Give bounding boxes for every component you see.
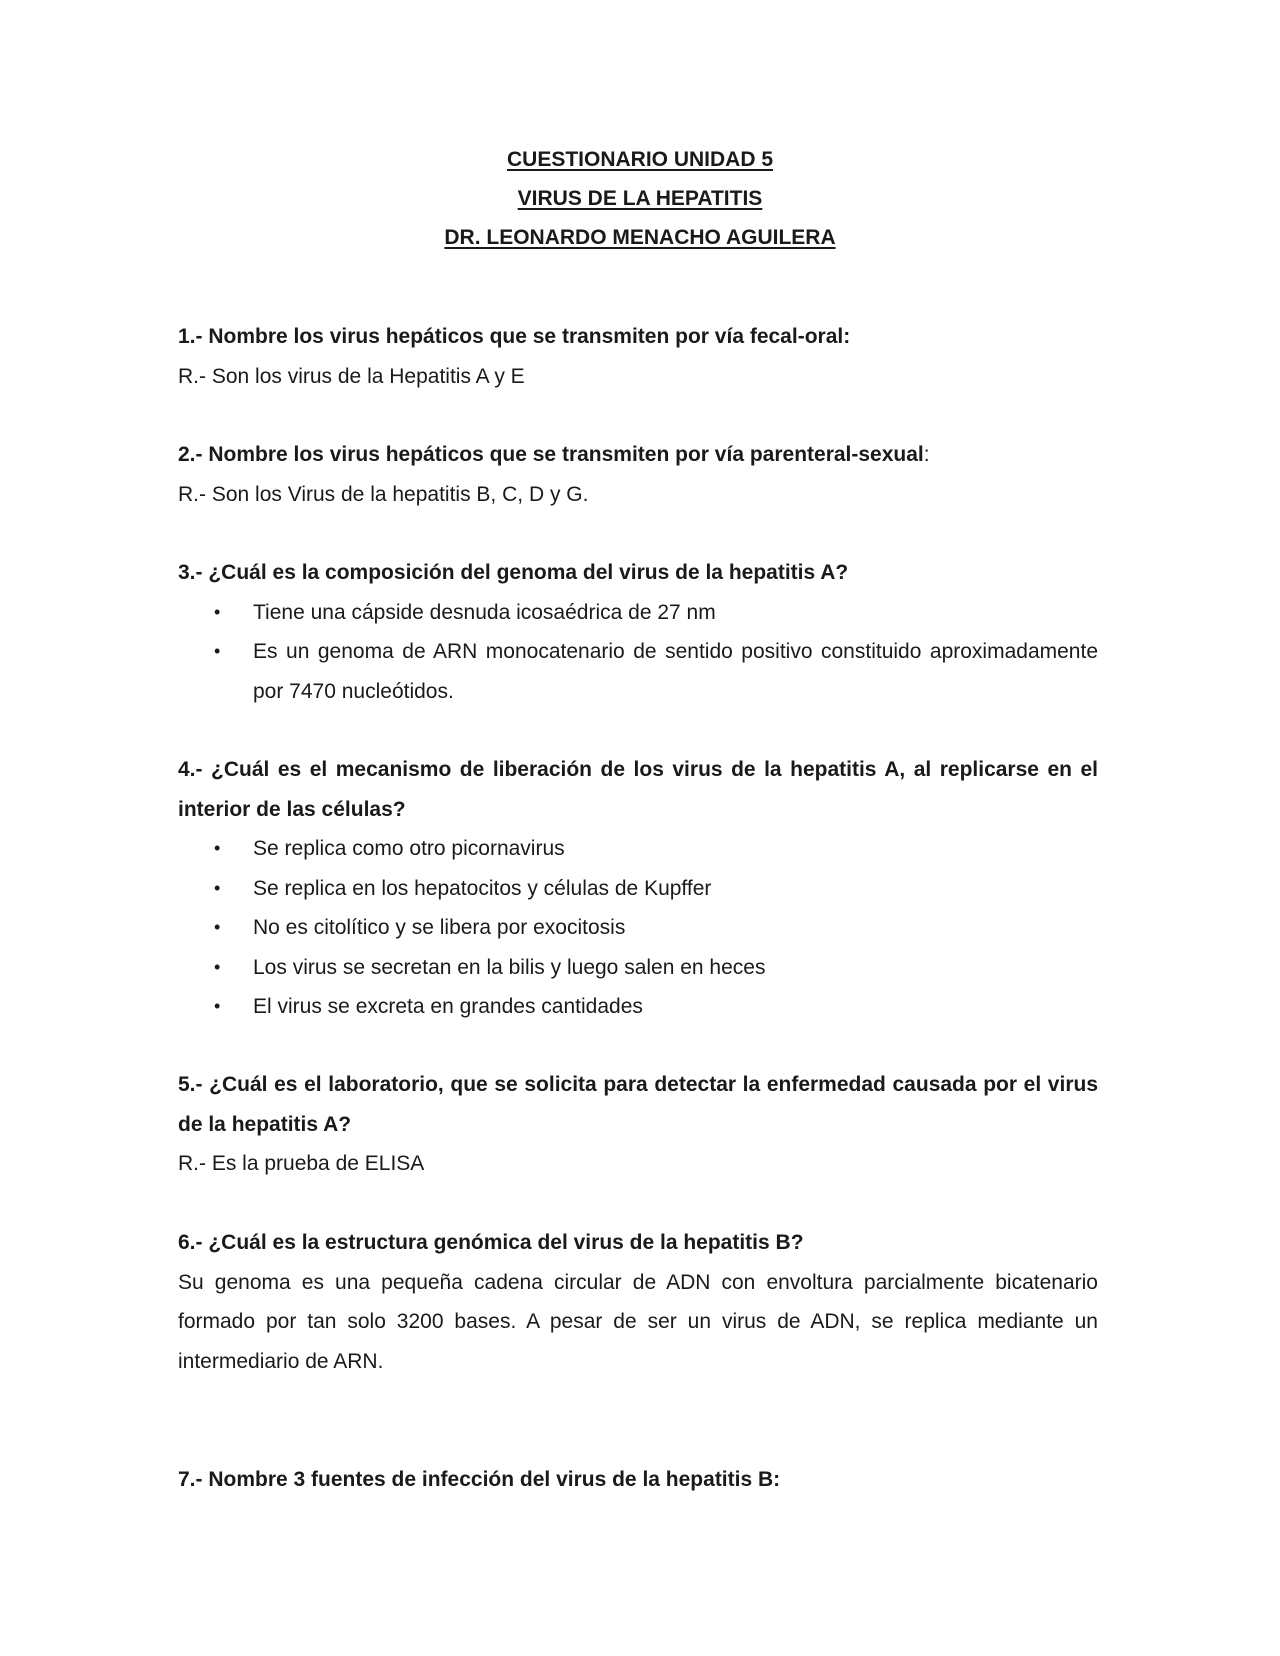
question-7-text: 7.- Nombre 3 fuentes de infección del virus de la hepatitis B:	[178, 1468, 781, 1491]
question-3-list	[178, 593, 1098, 712]
question-2	[178, 435, 1098, 514]
list-item	[178, 869, 1098, 909]
question-1	[178, 317, 1098, 396]
question-4-text: 4.- ¿Cuál es el mecanismo de liberación de los virus de la hepatitis A, al replicarse en el interior de las células?	[178, 758, 1098, 821]
question-2-label: 2.- Nombre los virus hepáticos que se transmiten por vía parenteral-sexual	[178, 443, 924, 466]
list-item-text: Es un genoma de ARN monocatenario de sentido positivo constituido aproximadamente por 7470 nucleótidos.	[253, 640, 1098, 703]
title-author: DR. LEONARDO MENACHO AGUILERA	[444, 226, 836, 249]
list-item-text: No es citolítico y se libera por exocitosis	[253, 916, 626, 939]
title-topic: VIRUS DE LA HEPATITIS	[517, 187, 763, 210]
question-1-text: 1.- Nombre los virus hepáticos que se transmiten por vía fecal-oral:	[178, 325, 851, 348]
list-item-text: Se replica en los hepatocitos y células de Kupffer	[253, 876, 712, 900]
list-item	[178, 908, 1098, 948]
question-1-answer: R.- Son los virus de la Hepatitis A y E	[178, 364, 525, 388]
list-item-text: Los virus se secretan en la bilis y luego salen en heces	[253, 955, 766, 979]
list-item	[178, 632, 1098, 711]
question-4-list	[178, 829, 1098, 1027]
list-item-text: El virus se excreta en grandes cantidades	[253, 995, 643, 1018]
bullet-icon: •	[214, 838, 221, 858]
question-3	[178, 553, 1098, 711]
bullet-icon: •	[214, 917, 221, 937]
list-item-text: Se replica como otro picornavirus	[253, 837, 565, 860]
list-item-text: Tiene una cápside desnuda icosaédrica de 27 nm	[253, 600, 716, 624]
question-5-text: 5.- ¿Cuál es el laboratorio, que se solicita para detectar la enfermedad causada por el virus de la hepatitis A?	[178, 1073, 1098, 1136]
question-2-text	[178, 435, 1098, 475]
list-item	[178, 593, 1098, 633]
question-3-text: 3.- ¿Cuál es la composición del genoma del virus de la hepatitis A?	[178, 561, 849, 584]
question-6-text: 6.- ¿Cuál es la estructura genómica del virus de la hepatitis B?	[178, 1231, 804, 1254]
bullet-icon: •	[214, 601, 221, 622]
question-4	[178, 750, 1098, 1027]
list-item	[178, 948, 1098, 988]
list-item	[178, 987, 1098, 1027]
list-item	[178, 829, 1098, 869]
question-7	[178, 1460, 1098, 1500]
question-2-answer: R.- Son los Virus de la hepatitis B, C, D y G.	[178, 482, 589, 506]
question-6-answer: Su genoma es una pequeña cadena circular de ADN con envoltura parcialmente bicatenario formado por tan solo 3200 bases. A pesar de ser un virus de ADN, se replica mediante un intermediario de ARN.	[178, 1270, 1098, 1373]
title-unit: CUESTIONARIO UNIDAD 5	[506, 148, 774, 171]
question-5	[178, 1065, 1098, 1184]
bullet-icon: •	[214, 956, 221, 977]
question-2-colon: :	[923, 443, 930, 466]
bullet-icon: •	[214, 641, 221, 661]
bullet-icon: •	[214, 996, 221, 1016]
question-6	[178, 1223, 1098, 1381]
question-5-answer: R.- Es la prueba de ELISA	[178, 1152, 425, 1175]
bullet-icon: •	[214, 877, 221, 898]
